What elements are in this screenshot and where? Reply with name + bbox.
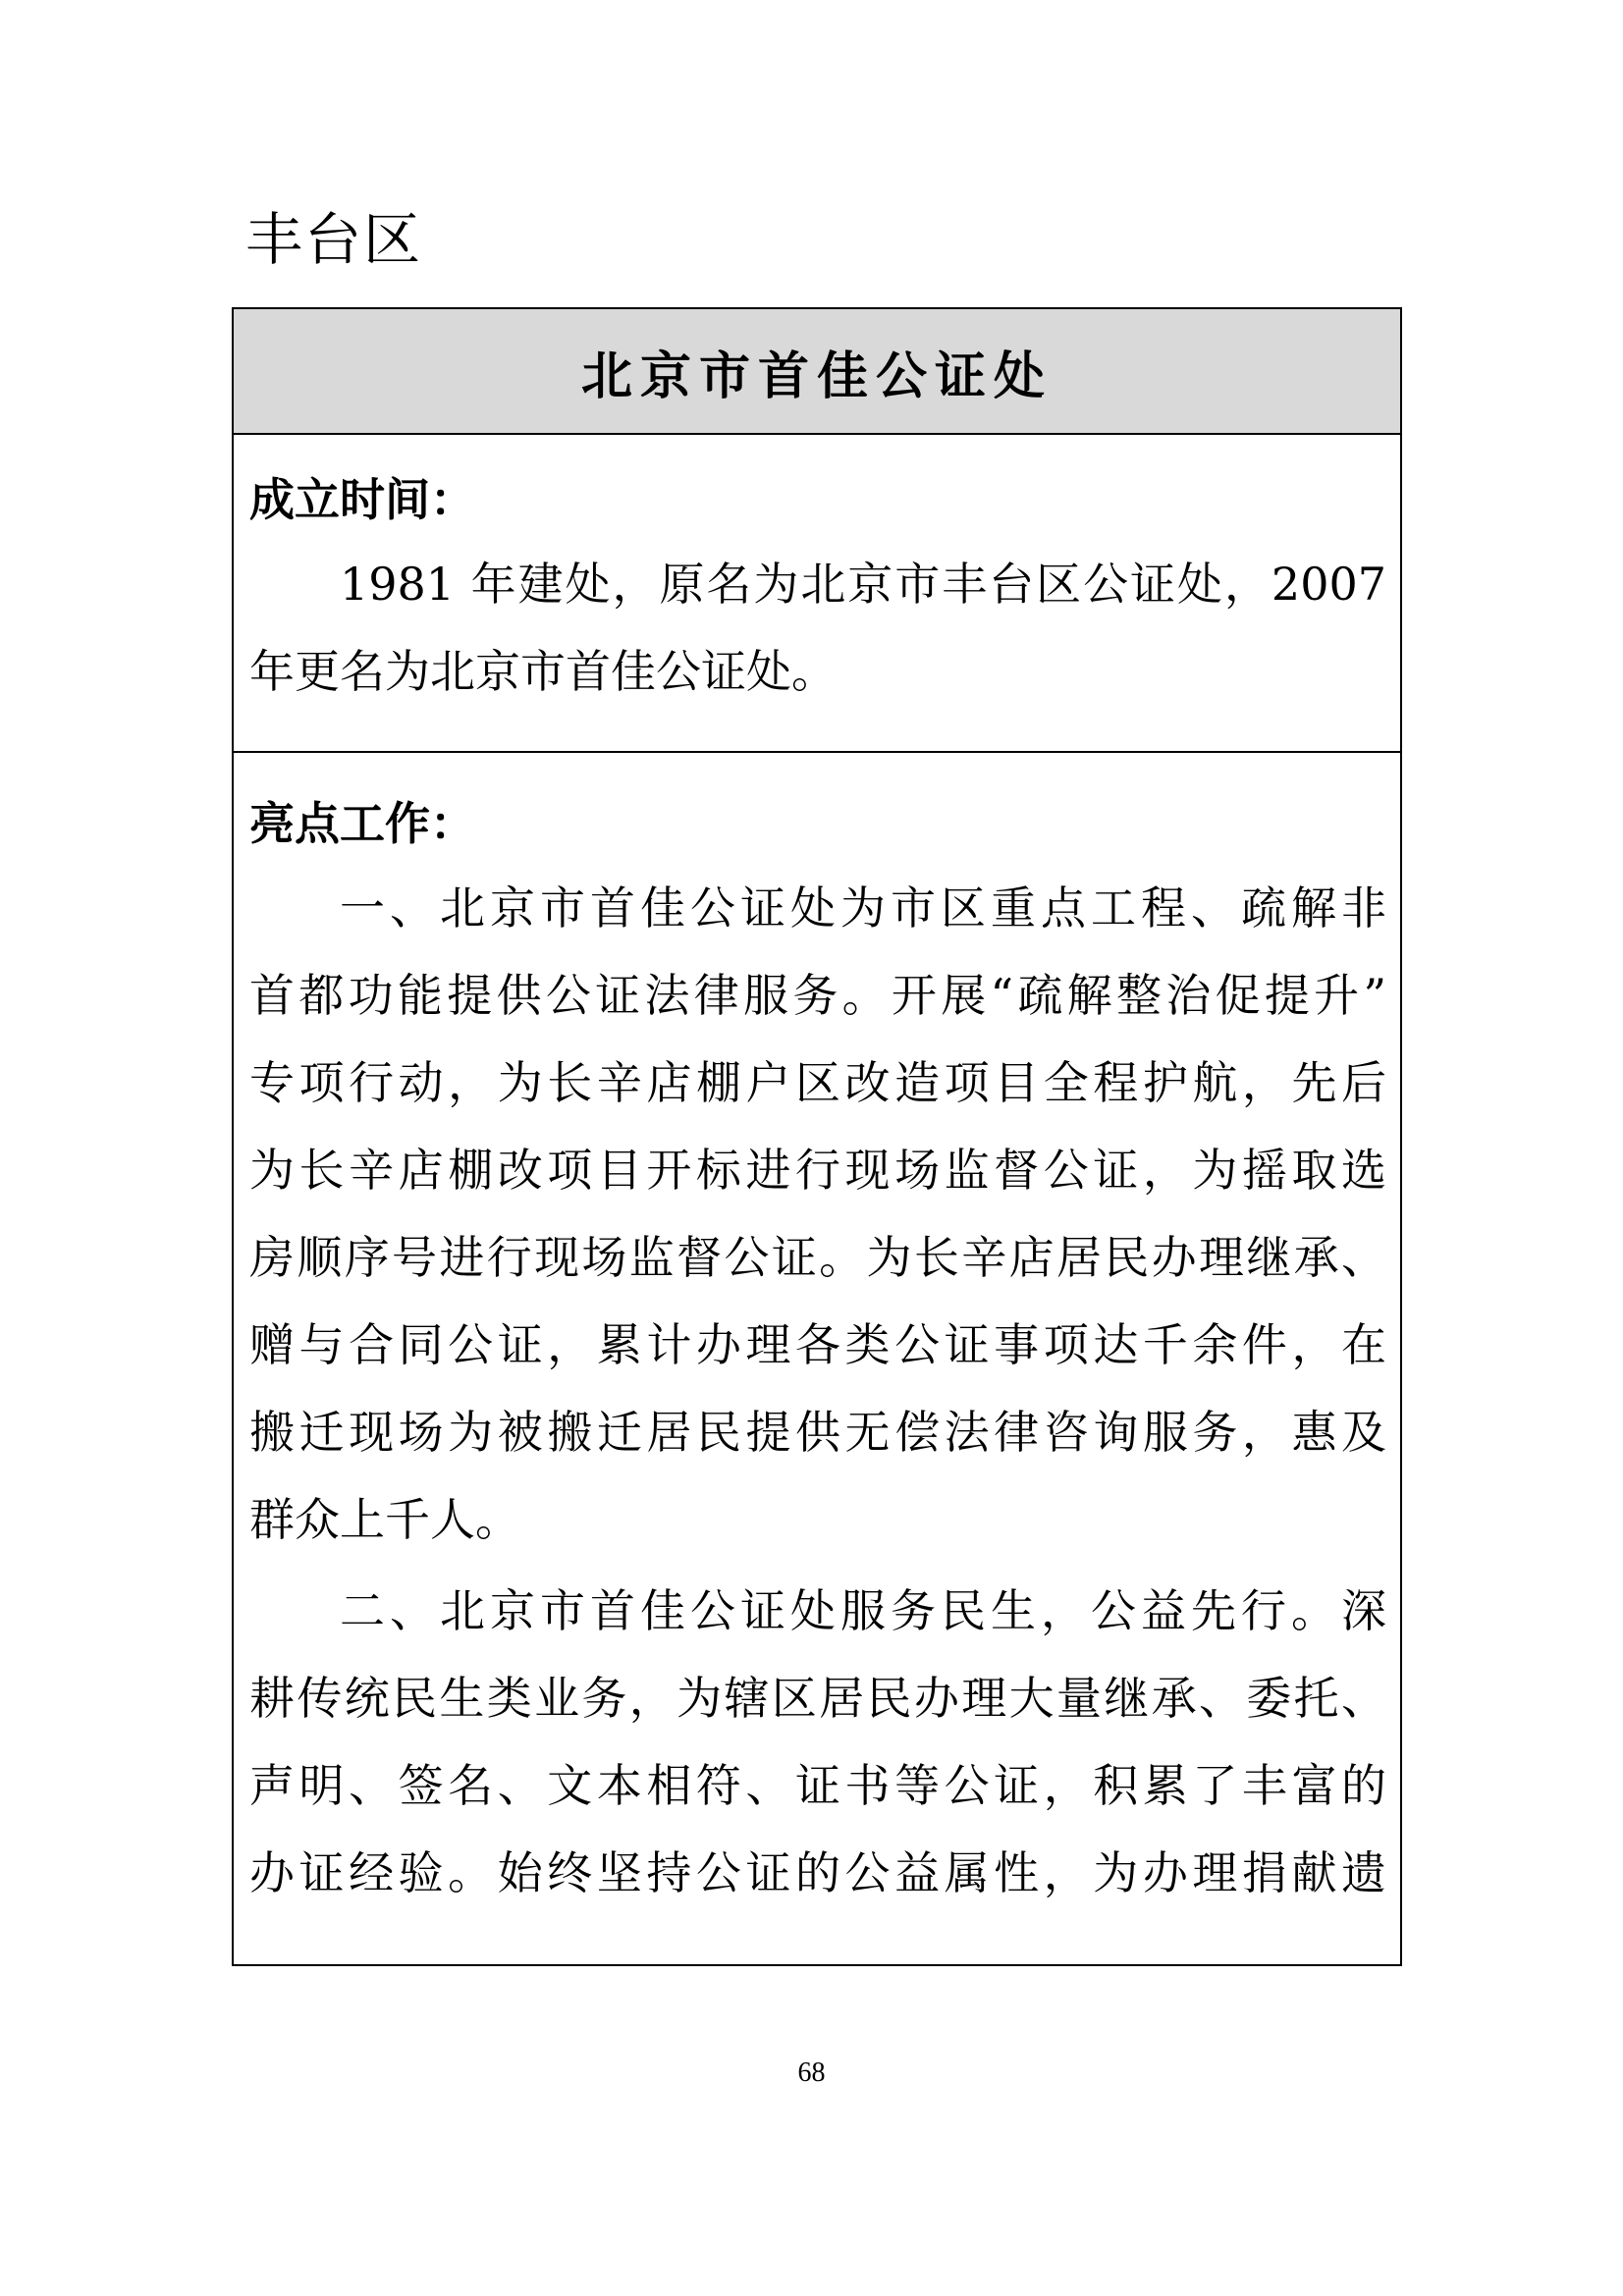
text-line: 一、北京市首佳公证处为市区重点工程、疏解非 xyxy=(340,881,1386,934)
text-line: 声明、签名、文本相符、证书等公证，积累了丰富的 xyxy=(249,1759,1386,1812)
text-line: 搬迁现场为被搬迁居民提供无偿法律咨询服务，惠及 xyxy=(249,1406,1386,1459)
highlights-section xyxy=(234,753,1400,1917)
institution-table xyxy=(232,307,1402,1966)
district-heading: 丰台区 xyxy=(245,206,423,273)
highlights-paragraph-1 xyxy=(249,865,1386,1564)
text-line: 赠与合同公证，累计办理各类公证事项达千余件，在 xyxy=(249,1318,1386,1371)
text-line: 1981 年建处，原名为北京市丰台区公证处，2007 xyxy=(340,558,1386,611)
page-number: 68 xyxy=(797,2057,826,2088)
text-line: 二、北京市首佳公证处服务民生，公益先行。深 xyxy=(340,1584,1386,1637)
founded-section xyxy=(234,435,1400,753)
text-line: 耕传统民生类业务，为辖区居民办理大量继承、委托、 xyxy=(249,1672,1386,1725)
text-line: 房顺序号进行现场监督公证。为长辛店居民办理继承、 xyxy=(249,1231,1386,1284)
founded-paragraph xyxy=(249,541,1386,716)
text-line: 年更名为北京市首佳公证处。 xyxy=(249,645,837,698)
highlights-paragraph-2 xyxy=(249,1568,1386,1917)
founded-label: 成立时间： xyxy=(249,473,475,526)
institution-name: 北京市首佳公证处 xyxy=(580,347,1053,406)
highlights-label: 亮点工作： xyxy=(249,797,475,850)
text-line: 群众上千人。 xyxy=(249,1493,520,1546)
table-title-row xyxy=(234,309,1400,435)
text-line: 专项行动，为长辛店棚户区改造项目全程护航，先后 xyxy=(249,1056,1386,1109)
text-line: 首都功能提供公证法律服务。开展“疏解整治促提升” xyxy=(249,969,1386,1022)
text-line: 办证经验。始终坚持公证的公益属性，为办理捐献遗 xyxy=(249,1846,1386,1899)
text-line: 为长辛店棚改项目开标进行现场监督公证，为摇取选 xyxy=(249,1144,1386,1197)
